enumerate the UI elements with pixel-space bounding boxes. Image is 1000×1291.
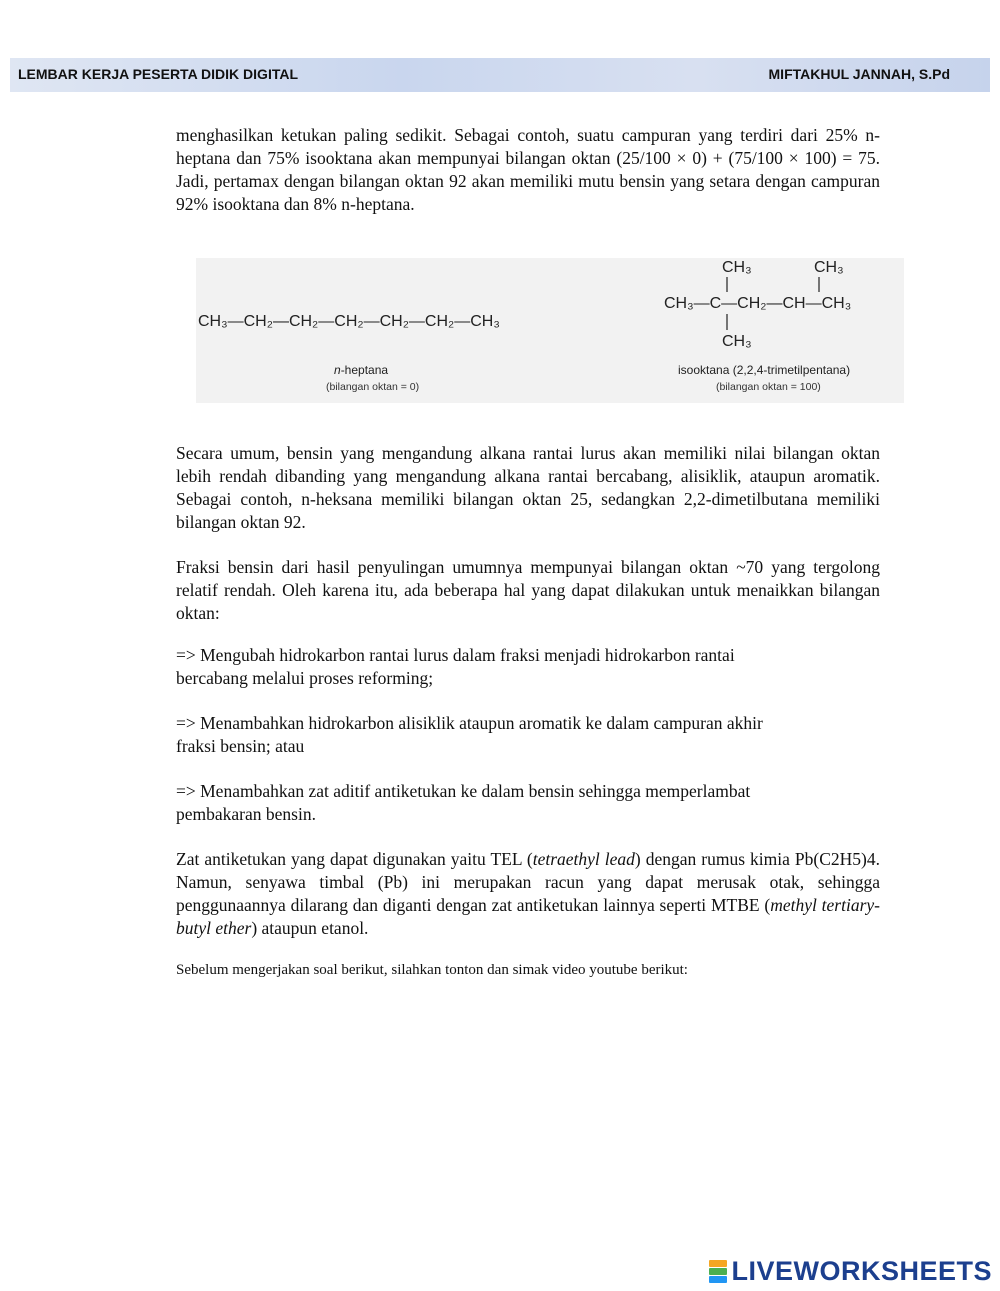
header-right-author: MIFTAKHUL JANNAH, S.Pd [768, 66, 950, 82]
liveworksheets-brand [709, 1256, 992, 1287]
list-item-line: => Menambahkan zat aditif antiketukan ke dalam bensin sehingga memperlambat [176, 781, 751, 801]
italic-term-mtbe: methyl tertiary-butyl ether [176, 895, 880, 938]
list-item-line: fraksi bensin; atau [176, 736, 305, 756]
heptane-formula: CH₃—CH₂—CH₂—CH₂—CH₂—CH₂—CH₃ [198, 313, 500, 330]
heptane-name-rest: -heptana [340, 363, 389, 377]
list-item-aromatic [176, 712, 880, 758]
paragraph-octane-example: menghasilkan ketukan paling sedikit. Sebagai contoh, suatu campuran yang terdiri dari 25% n-heptana dan 75% isooktana akan mempunyai bilangan oktan (25/100 × 0) + (75/100 × 100) = 75. Jadi, pertamax dengan bilangan oktan 92 akan memiliki mutu bensin yang setara dengan campuran 92% isooktana dan 8% n-heptana. [176, 125, 880, 214]
structures-svg [196, 258, 904, 403]
heptane-name-italic: n [334, 363, 341, 377]
iso-octane-label: (bilangan oktan = 100) [716, 381, 821, 393]
paragraph-antiknock-agents [176, 848, 880, 940]
paragraph-gasoline-fraction: Fraksi bensin dari hasil penyulingan umumnya mempunyai bilangan oktan ~70 yang tergolong relatif rendah. Oleh karena itu, ada beberapa hal yang dapat dilakukan untuk menaikkan bilangan oktan: [176, 557, 880, 623]
list-item-reforming [176, 644, 880, 690]
text-span: Zat antiketukan yang dapat digunakan yaitu TEL ( [176, 849, 533, 869]
list-item-line: pembakaran bensin. [176, 804, 316, 824]
text-span: ) ataupun etanol. [251, 918, 369, 938]
heptane-octane-label: (bilangan oktan = 0) [326, 381, 420, 393]
iso-bottom-ch3: CH₃ [722, 333, 752, 350]
iso-main-chain: CH₃—C—CH₂—CH—CH₃ [664, 295, 852, 312]
chemical-structures-figure [196, 258, 904, 403]
list-item-line: => Menambahkan hidrokarbon alisiklik ataupun aromatik ke dalam campuran akhir [176, 713, 763, 733]
list-item-antiknock [176, 780, 880, 826]
text-span: ) dengan rumus kimia Pb(C2H5)4. Namun, senyawa timbal (Pb) ini merupakan racun yang dapat merusak otak, sehingga penggunaannya dilarang dan diganti dengan zat antiketukan lainnya seperti MTBE ( [176, 849, 880, 915]
iso-top-ch3-2: CH₃ [814, 259, 844, 276]
heptane-name [334, 363, 388, 377]
liveworksheets-logo-icon [709, 1260, 727, 1284]
paragraph-straight-chain: Secara umum, bensin yang mengandung alkana rantai lurus akan memiliki nilai bilangan oktan lebih rendah dibanding yang mengandung alkana rantai bercabang, alisiklik, ataupun aromatik. Sebagai contoh, n-heksana memiliki bilangan oktan 25, sedangkan 2,2-dimetilbutana memiliki bilangan oktan 92. [176, 443, 880, 532]
iso-name: isooktana (2,2,4-trimetilpentana) [678, 363, 851, 377]
italic-term-tel: tetraethyl lead [532, 849, 635, 869]
list-item-line: bercabang melalui proses reforming; [176, 668, 434, 688]
brand-text: LIVEWORKSHEETS [731, 1256, 992, 1286]
list-item-line: => Mengubah hidrokarbon rantai lurus dalam fraksi menjadi hidrokarbon rantai [176, 645, 735, 665]
iso-top-ch3-1: CH₃ [722, 259, 752, 276]
paragraph-video-instruction: Sebelum mengerjakan soal berikut, silahkan tonton dan simak video youtube berikut: [176, 962, 688, 978]
header-left-title: LEMBAR KERJA PESERTA DIDIK DIGITAL [18, 66, 299, 82]
header-bar [10, 58, 990, 92]
